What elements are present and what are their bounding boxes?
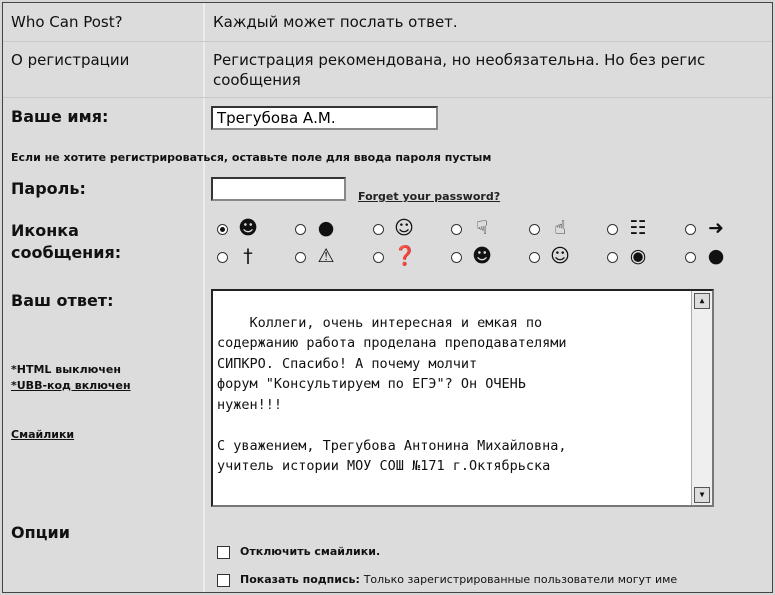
textarea-scrollbar[interactable] — [691, 291, 712, 505]
grinning-face-icon: ☻ — [238, 217, 258, 239]
icon-radio[interactable] — [451, 224, 462, 235]
message-icon-label-line1: Иконка — [11, 221, 79, 240]
scroll-down-button[interactable]: ▼ — [694, 487, 710, 503]
disable-smilies-option — [217, 545, 380, 559]
forgot-password-link[interactable]: Forget your password? — [358, 190, 501, 203]
show-signature-checkbox[interactable] — [217, 574, 230, 587]
password-notice: Если не хотите регистрироваться, оставьте поле для ввода пароля пустым — [11, 151, 492, 164]
disable-smilies-checkbox[interactable] — [217, 546, 230, 559]
who-can-post-value: Каждый может послать ответ. — [213, 13, 458, 31]
reply-textarea[interactable] — [211, 289, 714, 507]
icon-row-2 — [217, 245, 757, 273]
icon-radio[interactable] — [685, 252, 696, 263]
icon-row-1 — [217, 217, 757, 245]
show-signature-label: Показать подпись: — [240, 573, 360, 586]
message-icon-label-line2: сообщения: — [11, 243, 122, 262]
password-input[interactable] — [211, 177, 346, 201]
column-divider — [203, 3, 205, 592]
show-signature-description: Только зарегистрированные пользователи могут име — [363, 573, 678, 586]
icon-radio[interactable] — [607, 224, 618, 235]
icon-radio[interactable] — [685, 224, 696, 235]
smiley-face-2-icon: ☺ — [550, 245, 570, 267]
disable-smilies-label: Отключить смайлики. — [240, 545, 381, 558]
icon-radio[interactable] — [529, 224, 540, 235]
warning-triangle-icon: ⚠ — [317, 245, 335, 267]
mad-face-icon: ◉ — [629, 245, 647, 267]
icon-radio[interactable] — [529, 252, 540, 263]
registration-value-line2: сообщения — [213, 71, 301, 89]
icon-radio[interactable] — [451, 252, 462, 263]
name-input[interactable] — [211, 106, 438, 130]
icon-radio[interactable] — [373, 224, 384, 235]
row-divider — [3, 41, 772, 42]
thumbs-up-icon: ☝ — [554, 217, 566, 239]
who-can-post-label: Who Can Post? — [11, 13, 123, 31]
ubb-status-link[interactable]: *UBB-код включен — [11, 379, 131, 392]
lightbulb-icon: † — [243, 245, 253, 267]
right-arrow-icon: ➜ — [708, 217, 724, 239]
thumbs-down-icon: ☟ — [476, 217, 488, 239]
icon-radio[interactable] — [295, 252, 306, 263]
smiley-face-icon: ☺ — [394, 217, 414, 239]
name-label: Ваше имя: — [11, 107, 109, 126]
row-divider — [3, 97, 772, 98]
cool-face-icon: ☻ — [472, 245, 492, 267]
registration-label: О регистрации — [11, 51, 130, 69]
registration-value-line1: Регистрация рекомендована, но необязательна. Но без регис — [213, 51, 706, 69]
question-mark-icon: ❓ — [393, 245, 417, 267]
icon-radio[interactable] — [295, 224, 306, 235]
reply-text: Коллеги, очень интересная и емкая по содержанию работа проделана преподавателями СИПКРО. Спасибо! А почему молчит форум "Консультируем по ЕГЭ"? Он ОЧЕНЬ нужен!!! С уважением, Трегубова Антонина Михайловна, учитель истории МОУ СОШ №171 г.Октябрьска — [217, 314, 567, 474]
scroll-up-button[interactable]: ▲ — [694, 293, 710, 309]
black-circle-2-icon: ● — [707, 245, 725, 267]
clipboard-icon: ☷ — [629, 217, 647, 239]
icon-radio[interactable] — [607, 252, 618, 263]
icon-radio-selected[interactable] — [217, 224, 228, 235]
icon-radio[interactable] — [217, 252, 228, 263]
reply-form — [2, 2, 773, 593]
show-signature-option — [217, 573, 677, 587]
icon-radio[interactable] — [373, 252, 384, 263]
message-icon-picker — [217, 217, 757, 273]
black-circle-icon: ● — [317, 217, 335, 239]
smilies-link[interactable]: Смайлики — [11, 428, 75, 441]
password-label: Пароль: — [11, 179, 86, 198]
reply-label: Ваш ответ: — [11, 291, 114, 310]
html-status: *HTML выключен — [11, 363, 121, 376]
options-label: Опции — [11, 523, 70, 542]
